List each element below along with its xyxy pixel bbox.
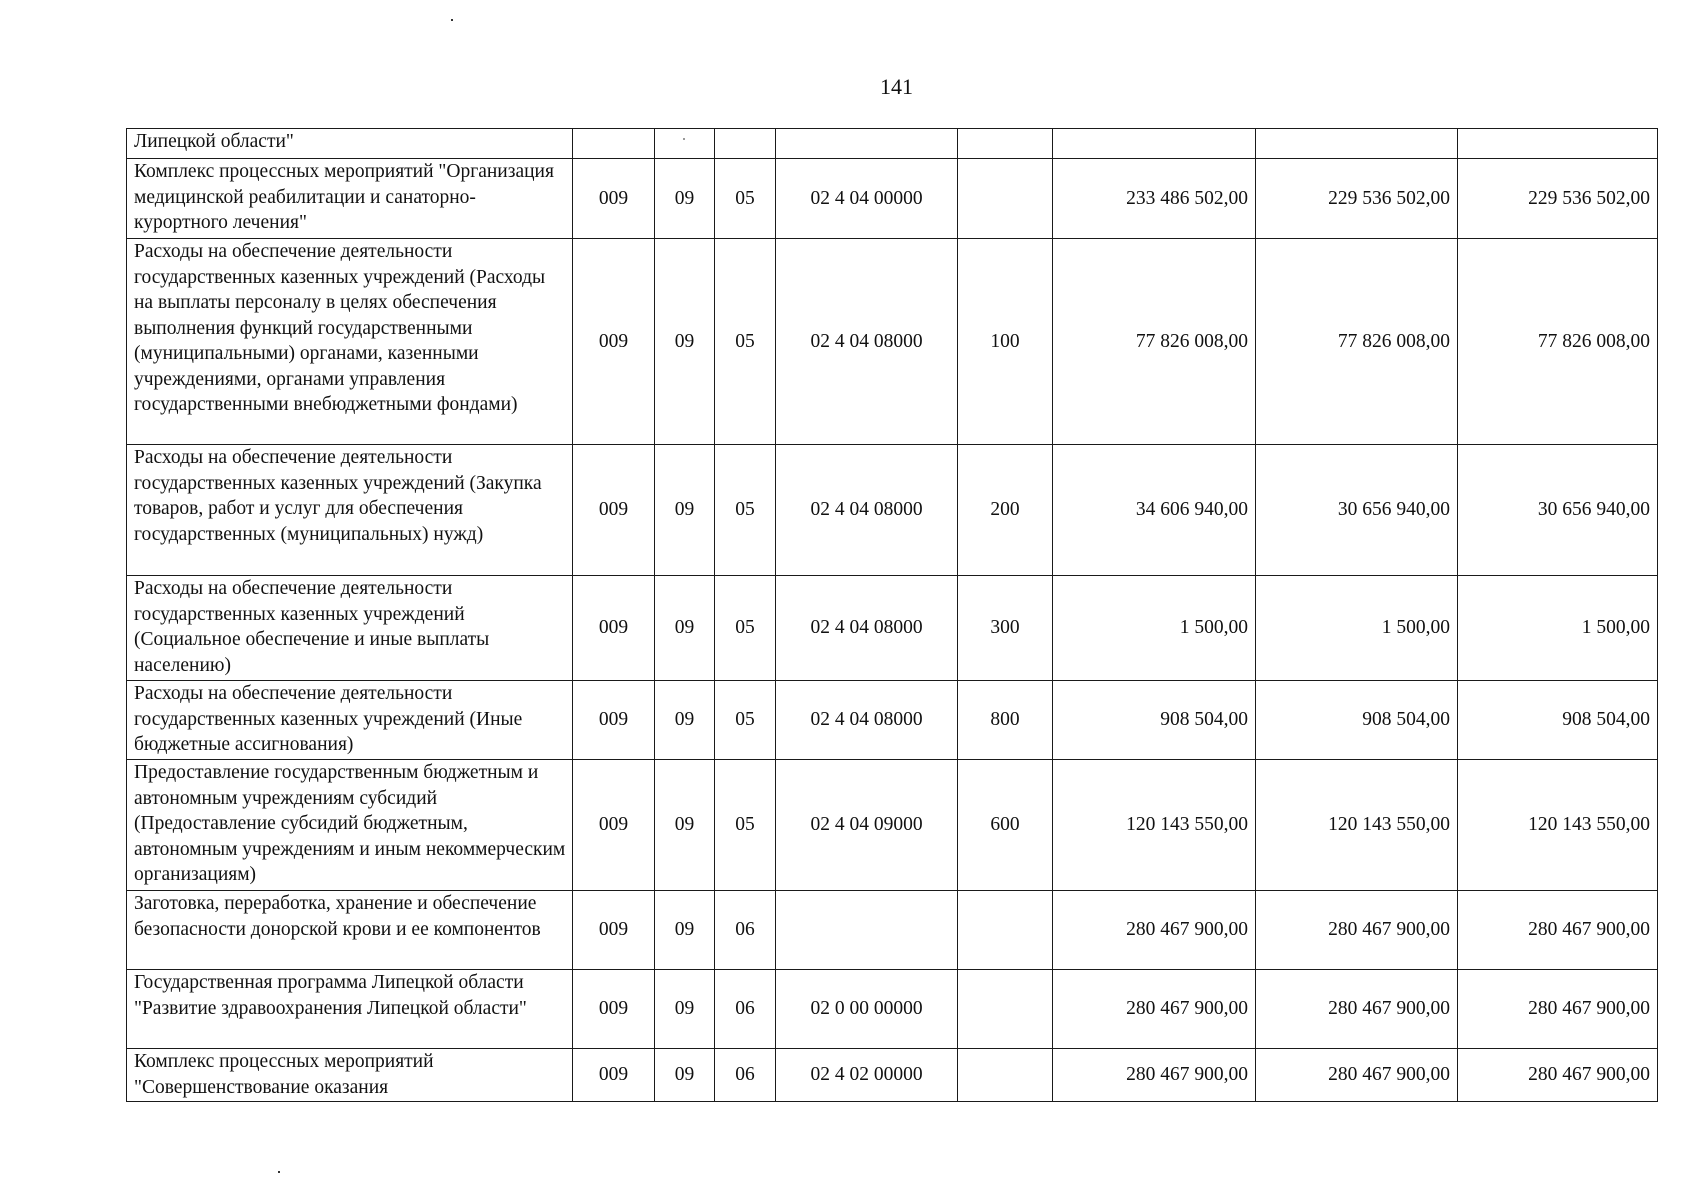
target-article-code: 02 4 04 00000 (776, 159, 958, 239)
subsection-code: 05 (715, 159, 776, 239)
section-code: 09 (655, 970, 715, 1049)
expense-type-code: 300 (958, 576, 1053, 681)
target-article-code: 02 4 04 08000 (776, 681, 958, 760)
amount-year-3: 280 467 900,00 (1458, 891, 1658, 970)
scan-speck (683, 138, 685, 140)
table-row (127, 760, 1658, 891)
row-description: Комплекс процессных мероприятий "Совершенствование оказания (127, 1049, 573, 1102)
amount-year-1: 233 486 502,00 (1053, 159, 1256, 239)
subsection-code: 05 (715, 576, 776, 681)
expense-type-code: 200 (958, 445, 1053, 576)
target-article-code (776, 129, 958, 159)
row-description: Расходы на обеспечение деятельности государственных казенных учреждений (Социальное обеспечение и иные выплаты населению) (127, 576, 573, 681)
section-code: 09 (655, 891, 715, 970)
amount-year-2: 280 467 900,00 (1256, 970, 1458, 1049)
table-row (127, 891, 1658, 970)
subsection-code: 05 (715, 445, 776, 576)
amount-year-3: 120 143 550,00 (1458, 760, 1658, 891)
amount-year-3: 908 504,00 (1458, 681, 1658, 760)
row-description: Липецкой области" (127, 129, 573, 159)
amount-year-1 (1053, 129, 1256, 159)
scan-speck (278, 1171, 280, 1173)
amount-year-3: 280 467 900,00 (1458, 970, 1658, 1049)
section-code: 09 (655, 239, 715, 445)
amount-year-3 (1458, 129, 1658, 159)
ministry-code: 009 (573, 159, 655, 239)
amount-year-2: 280 467 900,00 (1256, 891, 1458, 970)
section-code: 09 (655, 1049, 715, 1102)
row-description: Расходы на обеспечение деятельности государственных казенных учреждений (Иные бюджетные ассигнования) (127, 681, 573, 760)
subsection-code: 05 (715, 239, 776, 445)
budget-table (126, 128, 1658, 1102)
expense-type-code: 100 (958, 239, 1053, 445)
subsection-code: 06 (715, 970, 776, 1049)
amount-year-1: 908 504,00 (1053, 681, 1256, 760)
amount-year-1: 280 467 900,00 (1053, 891, 1256, 970)
subsection-code: 05 (715, 760, 776, 891)
amount-year-3: 229 536 502,00 (1458, 159, 1658, 239)
row-description: Заготовка, переработка, хранение и обеспечение безопасности донорской крови и ее компонентов (127, 891, 573, 970)
expense-type-code: 600 (958, 760, 1053, 891)
amount-year-2: 229 536 502,00 (1256, 159, 1458, 239)
target-article-code: 02 4 04 08000 (776, 239, 958, 445)
expense-type-code (958, 159, 1053, 239)
subsection-code: 06 (715, 891, 776, 970)
amount-year-1: 120 143 550,00 (1053, 760, 1256, 891)
ministry-code: 009 (573, 576, 655, 681)
section-code: 09 (655, 760, 715, 891)
expense-type-code (958, 129, 1053, 159)
row-description: Расходы на обеспечение деятельности государственных казенных учреждений (Закупка товаров, работ и услуг для обеспечения государственных (муниципальных) нужд) (127, 445, 573, 576)
amount-year-3: 77 826 008,00 (1458, 239, 1658, 445)
target-article-code: 02 4 02 00000 (776, 1049, 958, 1102)
section-code (655, 129, 715, 159)
table-row (127, 129, 1658, 159)
page-number: 141 (880, 74, 913, 99)
subsection-code (715, 129, 776, 159)
amount-year-1: 280 467 900,00 (1053, 970, 1256, 1049)
amount-year-1: 34 606 940,00 (1053, 445, 1256, 576)
expense-type-code (958, 970, 1053, 1049)
row-description: Расходы на обеспечение деятельности государственных казенных учреждений (Расходы на выплаты персоналу в целях обеспечения выполнения функций государственными (муниципальными) органами, казенными учреждениями, органами управления государственными внебюджетными фондами) (127, 239, 573, 445)
ministry-code: 009 (573, 970, 655, 1049)
table-row (127, 681, 1658, 760)
amount-year-2: 120 143 550,00 (1256, 760, 1458, 891)
table-row (127, 445, 1658, 576)
subsection-code: 05 (715, 681, 776, 760)
target-article-code: 02 4 04 09000 (776, 760, 958, 891)
expense-type-code (958, 1049, 1053, 1102)
table-row (127, 576, 1658, 681)
amount-year-2: 280 467 900,00 (1256, 1049, 1458, 1102)
ministry-code (573, 129, 655, 159)
amount-year-3: 30 656 940,00 (1458, 445, 1658, 576)
amount-year-1: 77 826 008,00 (1053, 239, 1256, 445)
target-article-code: 02 4 04 08000 (776, 445, 958, 576)
subsection-code: 06 (715, 1049, 776, 1102)
row-description: Государственная программа Липецкой области "Развитие здравоохранения Липецкой области" (127, 970, 573, 1049)
section-code: 09 (655, 576, 715, 681)
row-description: Предоставление государственным бюджетным и автономным учреждениям субсидий (Предоставление субсидий бюджетным, автономным учреждениям и иным некоммерческим организациям) (127, 760, 573, 891)
ministry-code: 009 (573, 445, 655, 576)
amount-year-1: 1 500,00 (1053, 576, 1256, 681)
table-row (127, 970, 1658, 1049)
ministry-code: 009 (573, 1049, 655, 1102)
table-row (127, 1049, 1658, 1102)
table-row (127, 159, 1658, 239)
amount-year-2: 30 656 940,00 (1256, 445, 1458, 576)
ministry-code: 009 (573, 891, 655, 970)
row-description: Комплекс процессных мероприятий "Организация медицинской реабилитации и санаторно-курортного лечения" (127, 159, 573, 239)
expense-type-code: 800 (958, 681, 1053, 760)
section-code: 09 (655, 445, 715, 576)
scan-speck (451, 19, 453, 21)
target-article-code (776, 891, 958, 970)
amount-year-3: 1 500,00 (1458, 576, 1658, 681)
amount-year-2 (1256, 129, 1458, 159)
amount-year-1: 280 467 900,00 (1053, 1049, 1256, 1102)
amount-year-2: 77 826 008,00 (1256, 239, 1458, 445)
ministry-code: 009 (573, 760, 655, 891)
expense-type-code (958, 891, 1053, 970)
ministry-code: 009 (573, 681, 655, 760)
ministry-code: 009 (573, 239, 655, 445)
amount-year-2: 1 500,00 (1256, 576, 1458, 681)
section-code: 09 (655, 159, 715, 239)
section-code: 09 (655, 681, 715, 760)
target-article-code: 02 0 00 00000 (776, 970, 958, 1049)
amount-year-3: 280 467 900,00 (1458, 1049, 1658, 1102)
target-article-code: 02 4 04 08000 (776, 576, 958, 681)
amount-year-2: 908 504,00 (1256, 681, 1458, 760)
table-row (127, 239, 1658, 445)
